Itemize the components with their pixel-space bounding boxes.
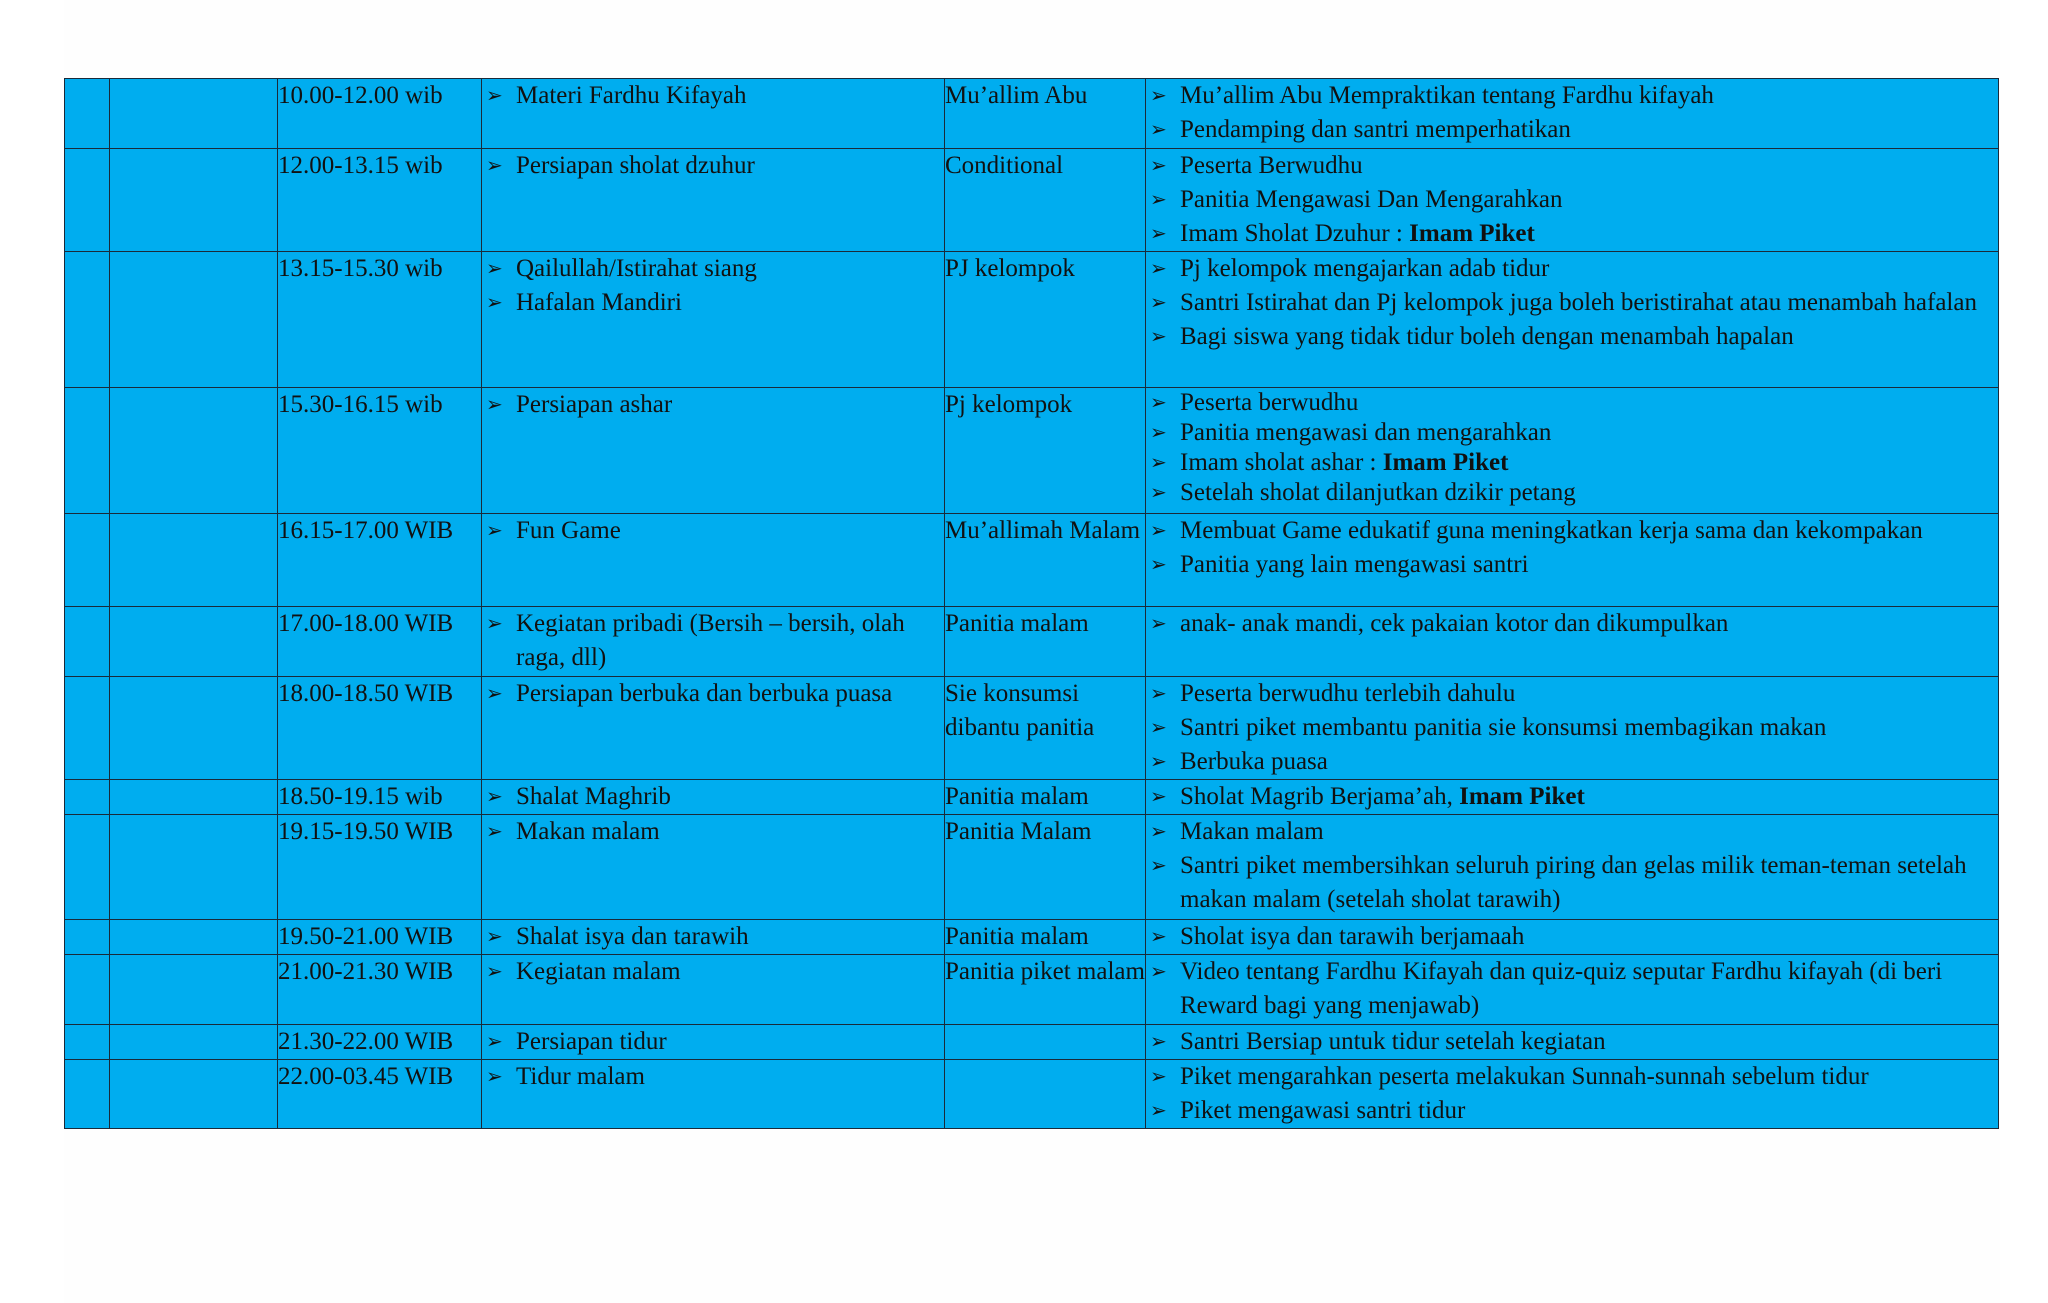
arrowhead-bullet-icon: ➢ [486,786,503,808]
arrowhead-bullet-icon: ➢ [486,292,503,314]
description-text: Setelah sholat dilanjutkan dzikir petang [1180,479,1576,506]
description-text: Makan malam [1180,818,1324,845]
day-cell [110,1025,278,1060]
description-item [1146,677,1998,711]
description-item [1146,320,1998,354]
description-bold-text: Imam Piket [1382,449,1509,476]
activity-text: Qailullah/Istirahat siang [516,255,757,282]
description-cell [1146,514,1999,607]
arrowhead-bullet-icon: ➢ [486,1031,503,1053]
number-cell [65,514,110,607]
arrowhead-bullet-icon: ➢ [1150,452,1167,474]
number-cell [65,1025,110,1060]
description-cell [1146,920,1999,955]
arrowhead-bullet-icon: ➢ [1150,1066,1167,1088]
arrowhead-bullet-icon: ➢ [1150,961,1167,983]
activity-text: Persiapan berbuka dan berbuka puasa [516,680,893,707]
description-text: Mu’allim Abu Mempraktikan tentang Fardhu kifayah [1180,82,1714,109]
number-cell [65,1060,110,1129]
activity-cell [482,79,945,149]
table-row [65,920,1999,955]
description-text: Video tentang Fardhu Kifayah dan quiz-quiz seputar Fardhu kifayah (di beri Reward bagi yang menjawab) [1180,958,1943,1019]
person-in-charge-text: Conditional [945,152,1064,179]
person-in-charge-cell [945,79,1146,149]
activity-item [482,607,944,675]
arrowhead-bullet-icon: ➢ [1150,855,1167,877]
table-row [65,780,1999,815]
description-text: Sholat isya dan tarawih berjamaah [1180,923,1525,950]
person-in-charge-cell [945,252,1146,388]
arrowhead-bullet-icon: ➢ [1150,119,1167,141]
description-item [1146,815,1998,849]
activity-cell [482,514,945,607]
activity-cell [482,955,945,1025]
time-cell [278,388,482,514]
activity-cell [482,815,945,920]
arrowhead-bullet-icon: ➢ [1150,926,1167,948]
activity-text: Makan malam [516,818,660,845]
time-text: 21.30-22.00 WIB [278,1028,454,1055]
day-cell [110,780,278,815]
time-cell [278,607,482,677]
description-cell [1146,815,1999,920]
arrowhead-bullet-icon: ➢ [486,520,503,542]
number-cell [65,920,110,955]
activity-item [482,388,944,422]
description-text: Piket mengawasi santri tidur [1180,1097,1466,1124]
day-cell [110,252,278,388]
description-item [1146,711,1998,745]
activity-item [482,955,944,989]
arrowhead-bullet-icon: ➢ [486,85,503,107]
day-cell [110,955,278,1025]
time-text: 19.15-19.50 WIB [278,818,454,845]
activity-item [482,815,944,849]
number-cell [65,79,110,149]
time-text: 16.15-17.00 WIB [278,517,454,544]
activity-cell [482,252,945,388]
activity-item [482,677,944,711]
activity-item [482,79,944,113]
description-item [1146,113,1998,147]
activity-cell [482,1060,945,1129]
person-in-charge-text: Panitia Malam [945,818,1092,845]
time-text: 22.00-03.45 WIB [278,1063,454,1090]
activity-cell [482,149,945,252]
description-cell [1146,79,1999,149]
activity-text: Persiapan sholat dzuhur [516,152,755,179]
table-row [65,607,1999,677]
description-text: Peserta berwudhu terlebih dahulu [1180,680,1516,707]
arrowhead-bullet-icon: ➢ [1150,613,1167,635]
activity-item [482,149,944,183]
person-in-charge-cell [945,920,1146,955]
table-row [65,388,1999,514]
description-bold-text: Imam Piket [1459,783,1585,810]
day-cell [110,388,278,514]
description-cell [1146,388,1999,514]
time-cell [278,79,482,149]
activity-cell [482,1025,945,1060]
person-in-charge-cell [945,780,1146,815]
time-cell [278,677,482,780]
time-text: 21.00-21.30 WIB [278,958,454,985]
arrowhead-bullet-icon: ➢ [1150,189,1167,211]
activity-text: Fun Game [516,517,621,544]
description-text: Santri piket membantu panitia sie konsumsi membagikan makan [1180,714,1827,741]
arrowhead-bullet-icon: ➢ [1150,821,1167,843]
time-cell [278,1025,482,1060]
arrowhead-bullet-icon: ➢ [486,155,503,177]
description-item [1146,955,1998,1023]
schedule-table [64,78,1999,1129]
time-cell [278,252,482,388]
day-cell [110,149,278,252]
activity-item [482,286,944,320]
description-item [1146,514,1998,548]
schedule-table-body [65,79,1999,1129]
description-text: Panitia Mengawasi Dan Mengarahkan [1180,186,1563,213]
time-text: 18.00-18.50 WIB [278,680,454,707]
activity-cell [482,607,945,677]
activity-item [482,920,944,954]
description-item [1146,79,1998,113]
arrowhead-bullet-icon: ➢ [1150,1100,1167,1122]
time-text: 13.15-15.30 wib [278,255,443,282]
arrowhead-bullet-icon: ➢ [1150,786,1167,808]
description-cell [1146,149,1999,252]
person-in-charge-text: Panitia piket malam [945,958,1145,985]
table-row [65,252,1999,388]
activity-item [482,514,944,548]
arrowhead-bullet-icon: ➢ [1150,392,1167,414]
person-in-charge-cell [945,1060,1146,1129]
time-text: 18.50-19.15 wib [278,783,443,810]
person-in-charge-cell [945,149,1146,252]
arrowhead-bullet-icon: ➢ [486,258,503,280]
description-cell [1146,677,1999,780]
time-text: 15.30-16.15 wib [278,391,443,418]
description-text: Peserta Berwudhu [1180,152,1363,179]
description-text: Pendamping dan santri memperhatikan [1180,116,1571,143]
activity-text: Shalat Maghrib [516,783,671,810]
description-text: Panitia yang lain mengawasi santri [1180,551,1529,578]
activity-cell [482,780,945,815]
activity-item [482,780,944,814]
activity-text: Hafalan Mandiri [516,289,682,316]
description-text: Peserta berwudhu [1180,389,1359,416]
day-cell [110,514,278,607]
day-cell [110,1060,278,1129]
table-row [65,1060,1999,1129]
table-row [65,514,1999,607]
arrowhead-bullet-icon: ➢ [1150,683,1167,705]
arrowhead-bullet-icon: ➢ [486,683,503,705]
description-item [1146,478,1998,508]
arrowhead-bullet-icon: ➢ [1150,85,1167,107]
time-text: 17.00-18.00 WIB [278,610,454,637]
arrowhead-bullet-icon: ➢ [1150,520,1167,542]
table-row [65,815,1999,920]
activity-item [482,252,944,286]
activity-text: Kegiatan pribadi (Bersih – bersih, olah raga, dll) [516,610,905,671]
activity-text: Materi Fardhu Kifayah [516,82,747,109]
number-cell [65,815,110,920]
description-text: Bagi siswa yang tidak tidur boleh dengan menambah hapalan [1180,323,1794,350]
arrowhead-bullet-icon: ➢ [486,961,503,983]
description-item [1146,286,1998,320]
time-cell [278,514,482,607]
description-cell [1146,252,1999,388]
arrowhead-bullet-icon: ➢ [1150,258,1167,280]
arrowhead-bullet-icon: ➢ [1150,422,1167,444]
description-item [1146,548,1998,582]
description-item [1146,388,1998,418]
number-cell [65,252,110,388]
description-text: Pj kelompok mengajarkan adab tidur [1180,255,1550,282]
description-text: Berbuka puasa [1180,748,1328,775]
arrowhead-bullet-icon: ➢ [486,613,503,635]
number-cell [65,955,110,1025]
arrowhead-bullet-icon: ➢ [1150,717,1167,739]
table-row [65,79,1999,149]
person-in-charge-text: Panitia malam [945,923,1089,950]
time-cell [278,149,482,252]
arrowhead-bullet-icon: ➢ [1150,292,1167,314]
table-row [65,677,1999,780]
day-cell [110,677,278,780]
arrowhead-bullet-icon: ➢ [486,394,503,416]
description-item [1146,149,1998,183]
person-in-charge-cell [945,815,1146,920]
number-cell [65,677,110,780]
time-text: 19.50-21.00 WIB [278,923,454,950]
person-in-charge-cell [945,677,1146,780]
time-cell [278,955,482,1025]
description-cell [1146,1025,1999,1060]
activity-cell [482,677,945,780]
arrowhead-bullet-icon: ➢ [486,821,503,843]
person-in-charge-cell [945,955,1146,1025]
description-item [1146,849,1998,917]
day-cell [110,79,278,149]
description-text: Piket mengarahkan peserta melakukan Sunnah-sunnah sebelum tidur [1180,1063,1869,1090]
arrowhead-bullet-icon: ➢ [486,1066,503,1088]
time-cell [278,1060,482,1129]
person-in-charge-text: Panitia malam [945,783,1089,810]
description-item [1146,252,1998,286]
table-row [65,955,1999,1025]
activity-text: Persiapan ashar [516,391,673,418]
arrowhead-bullet-icon: ➢ [1150,554,1167,576]
table-row [65,1025,1999,1060]
description-cell [1146,607,1999,677]
number-cell [65,780,110,815]
person-in-charge-text: PJ kelompok [945,255,1075,282]
day-cell [110,815,278,920]
person-in-charge-cell [945,607,1146,677]
number-cell [65,388,110,514]
description-item [1146,920,1998,954]
description-item [1146,183,1998,217]
description-item [1146,607,1998,641]
description-cell [1146,780,1999,815]
person-in-charge-text: Panitia malam [945,610,1089,637]
person-in-charge-cell [945,1025,1146,1060]
day-cell [110,607,278,677]
activity-text: Kegiatan malam [516,958,681,985]
arrowhead-bullet-icon: ➢ [1150,482,1167,504]
description-cell [1146,1060,1999,1129]
description-item [1146,418,1998,448]
arrowhead-bullet-icon: ➢ [1150,223,1167,245]
activity-text: Tidur malam [516,1063,645,1090]
description-item [1146,1025,1998,1059]
time-text: 12.00-13.15 wib [278,152,443,179]
description-item [1146,745,1998,779]
person-in-charge-cell [945,514,1146,607]
person-in-charge-text: Mu’allimah Malam [945,517,1141,544]
day-cell [110,920,278,955]
description-cell [1146,955,1999,1025]
description-item [1146,1094,1998,1128]
person-in-charge-cell [945,388,1146,514]
arrowhead-bullet-icon: ➢ [486,926,503,948]
description-text: Membuat Game edukatif guna meningkatkan kerja sama dan kekompakan [1180,517,1923,544]
description-item [1146,217,1998,251]
description-text: Santri piket membersihkan seluruh piring dan gelas milik teman-teman setelah makan malam (setelah sholat tarawih) [1180,852,1967,913]
person-in-charge-text: Pj kelompok [945,391,1073,418]
time-cell [278,920,482,955]
activity-cell [482,920,945,955]
activity-text: Persiapan tidur [516,1028,667,1055]
activity-item [482,1060,944,1094]
description-bold-text: Imam Piket [1409,220,1535,247]
description-item [1146,780,1998,814]
description-text: Imam sholat ashar : [1180,449,1383,476]
activity-item [482,1025,944,1059]
number-cell [65,149,110,252]
time-text: 10.00-12.00 wib [278,82,443,109]
arrowhead-bullet-icon: ➢ [1150,1031,1167,1053]
time-cell [278,815,482,920]
description-text: anak- anak mandi, cek pakaian kotor dan dikumpulkan [1180,610,1729,637]
description-text: Sholat Magrib Berjama’ah, [1180,783,1460,810]
description-text: Panitia mengawasi dan mengarahkan [1180,419,1552,446]
description-text: Santri Istirahat dan Pj kelompok juga boleh beristirahat atau menambah hafalan [1180,289,1977,316]
description-item [1146,1060,1998,1094]
description-text: Imam Sholat Dzuhur : [1180,220,1410,247]
activity-cell [482,388,945,514]
time-cell [278,780,482,815]
number-cell [65,607,110,677]
activity-text: Shalat isya dan tarawih [516,923,749,950]
arrowhead-bullet-icon: ➢ [1150,326,1167,348]
person-in-charge-text: Mu’allim Abu [945,82,1088,109]
person-in-charge-text: Sie konsumsi dibantu panitia [945,680,1095,741]
table-row [65,149,1999,252]
arrowhead-bullet-icon: ➢ [1150,155,1167,177]
description-item [1146,448,1998,478]
arrowhead-bullet-icon: ➢ [1150,751,1167,773]
description-text: Santri Bersiap untuk tidur setelah kegiatan [1180,1028,1606,1055]
